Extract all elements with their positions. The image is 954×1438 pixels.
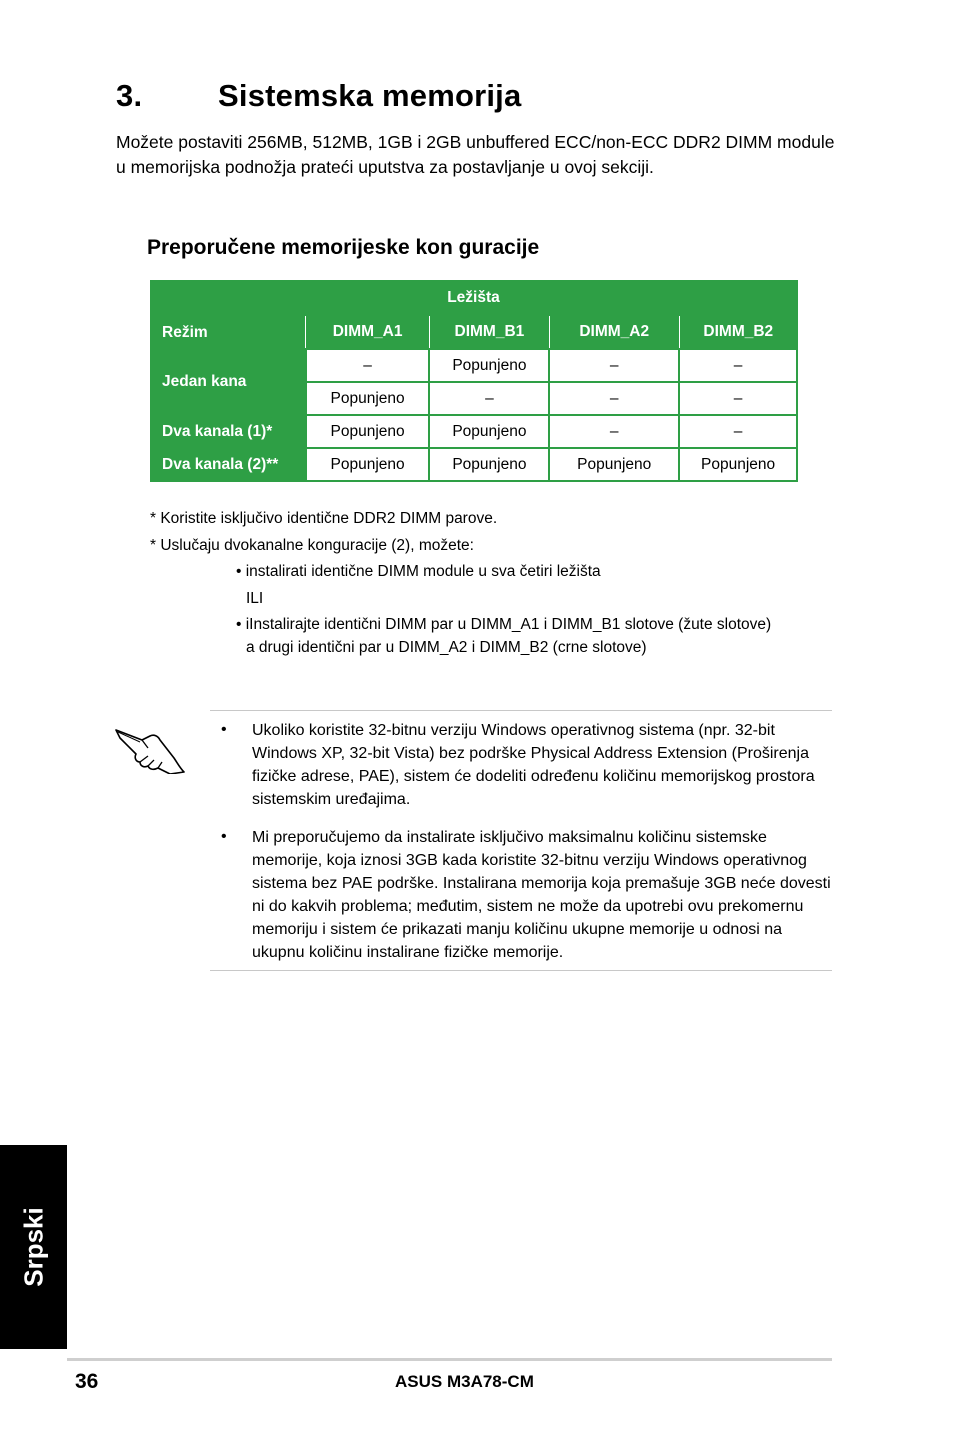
language-side-tab — [0, 1145, 67, 1349]
table-cell: – — [549, 415, 679, 448]
section-number: 3. — [116, 78, 143, 113]
table-cell: – — [549, 349, 679, 382]
table-cell: Popunjeno — [429, 448, 549, 481]
section-heading — [116, 78, 521, 114]
infobox-bottom-rule — [210, 970, 832, 971]
row-header-dual-channel-2: Dva kanala (2)** — [162, 455, 279, 473]
subsection-title: Preporučene memorijeske kon guracije — [147, 236, 540, 259]
section-title: Sistemska memorija — [218, 78, 522, 113]
footnote-bullet-2-cont: a drugi identični par u DIMM_A2 i DIMM_B2 (crne slotove) — [246, 639, 647, 656]
row-header-single-channel: Jedan kana — [162, 373, 247, 390]
intro-paragraph: Možete postaviti 256MB, 512MB, 1GB i 2GB unbuffered ECC/non-ECC DDR2 DIMM module u memorijska podnožja prateći uputstva za postavljanje u ovoj sekciji. — [116, 132, 835, 177]
infobox-bullet-2: Mi preporučujemo da instalirate isključivo maksimalnu količinu sistemske memorije, koja iznosi 3GB kada koristite 32-bitnu verziju Windows operativnog sistema bez PAE podrške. Instalirana memorija koja premašuje 3GB neće dovesti ni do kakvih problema; međutim, sistem ne može da upotrebi ovu prekomernu memoriju i sistem će prikazati manju količinu ukupne memorije u odnosi na ukupnu količinu instalirane fizičke memorije. — [252, 829, 831, 961]
infobox-bullet-symbol: • — [221, 828, 227, 845]
footer-rule — [67, 1358, 832, 1361]
table-cell: Popunjeno — [306, 448, 430, 481]
table-cell: Popunjeno — [429, 349, 549, 382]
table-cell: Popunjeno — [679, 448, 797, 481]
column-header-dimm-a1: DIMM_A1 — [306, 316, 430, 349]
column-header-dimm-b1: DIMM_B1 — [429, 316, 549, 349]
footnote-2: * Uslučaju dvokanalne konguracije (2), možete: — [150, 537, 474, 554]
table-cell: – — [679, 349, 797, 382]
memory-config-table — [150, 280, 798, 482]
infobox-bullet-symbol: • — [221, 721, 227, 738]
table-cell: Popunjeno — [306, 382, 430, 415]
footnote-or: ILI — [246, 590, 264, 607]
table-cell: Popunjeno — [429, 415, 549, 448]
footnote-1: * Koristite isključivo identične DDR2 DIMM parove. — [150, 510, 498, 527]
page-number: 36 — [75, 1370, 99, 1393]
column-header-dimm-b2: DIMM_B2 — [679, 316, 797, 349]
infobox-top-rule — [210, 710, 832, 711]
infobox-bullet-1: Ukoliko koristite 32-bitnu verziju Windows operativnog sistema (npr. 32-bit Windows XP, 32-bit Vista) bez podrške Physical Address Extension (Proširenja fizičke adrese, PAE), sistem će dodeliti određenu količinu memorijskog prostora sistemskim uređajima. — [252, 722, 815, 808]
table-cell: Popunjeno — [549, 448, 679, 481]
language-label: Srpski — [18, 1207, 48, 1287]
table-cell: – — [306, 349, 430, 382]
table-group-header: Ležišta — [447, 289, 500, 306]
footnote-bullet-1: • instalirati identične DIMM module u sva četiri ležišta — [236, 563, 601, 580]
table-cell: – — [679, 415, 797, 448]
row-header-dual-channel-1: Dva kanala (1)* — [162, 422, 273, 440]
hand-pointer-icon — [114, 718, 188, 774]
table-cell: – — [549, 382, 679, 415]
table-cell: Popunjeno — [306, 415, 430, 448]
column-header-dimm-a2: DIMM_A2 — [549, 316, 679, 349]
column-header-mode: Režim — [162, 323, 208, 341]
model-name: ASUS M3A78-CM — [395, 1372, 534, 1391]
table-cell: – — [429, 382, 549, 415]
table-cell: – — [679, 382, 797, 415]
footnote-bullet-2: • iInstalirajte identični DIMM par u DIMM_A1 i DIMM_B1 slotove (žute slotove) — [236, 616, 772, 633]
